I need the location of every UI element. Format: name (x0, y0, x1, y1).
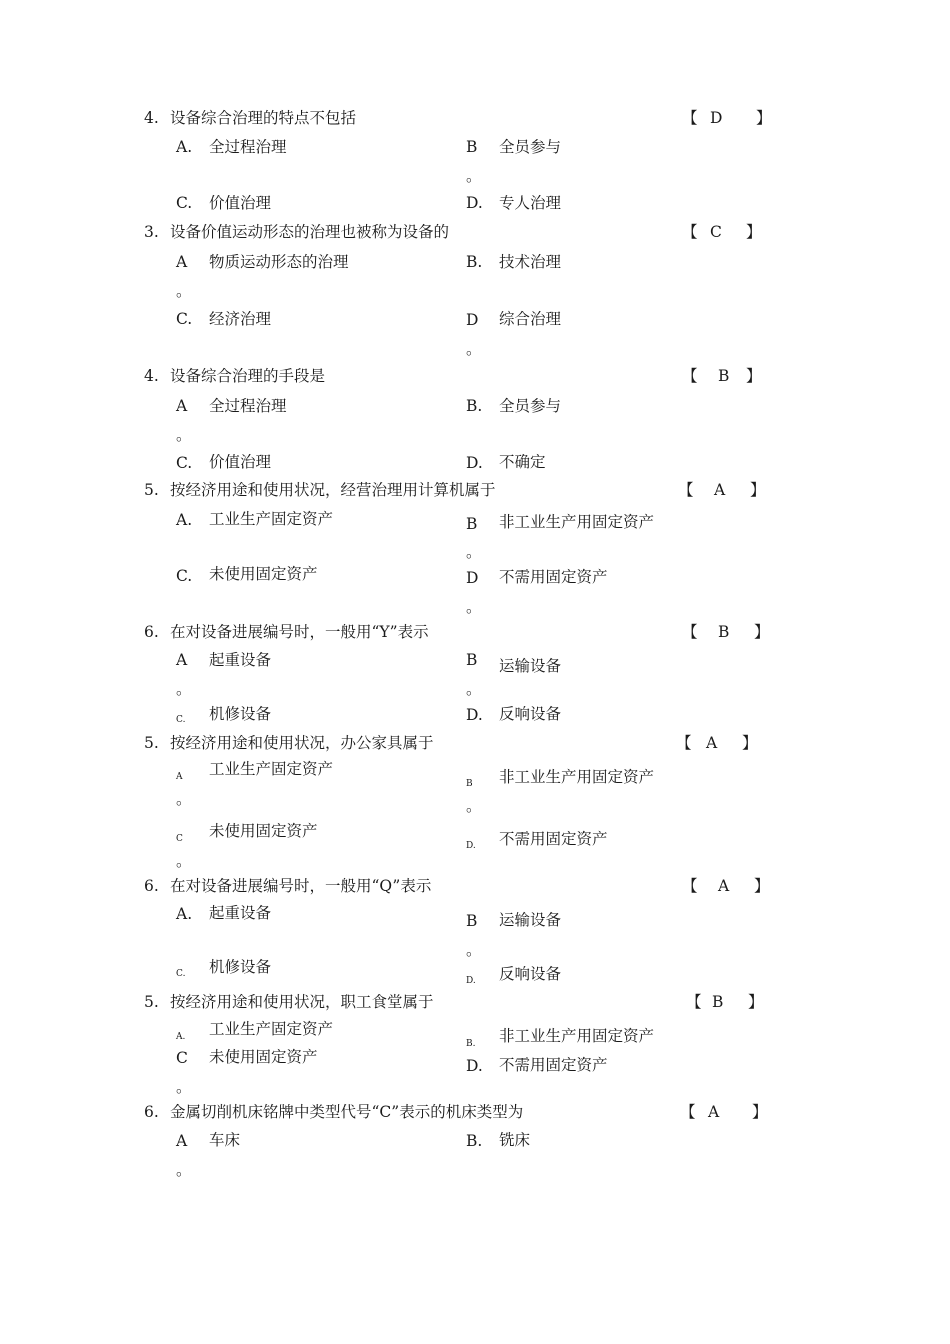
option-text: 全过程治理 (209, 397, 287, 415)
option-letter: D. (466, 841, 476, 851)
bracket-open: 【 (682, 109, 698, 127)
option-dot: 。 (176, 282, 192, 300)
question-number: 6. (144, 1103, 159, 1121)
option-text: 技术治理 (499, 253, 562, 271)
option-text: 起重设备 (209, 651, 272, 669)
option-text: 物质运动形态的治理 (209, 253, 349, 271)
option-text: 全过程治理 (209, 138, 287, 156)
bracket-open: 【 (678, 481, 694, 499)
question-stem: 设备综合治理的手段是 (170, 367, 326, 385)
bracket-close: 】 (742, 734, 758, 752)
option-letter: D. (466, 976, 476, 986)
option-letter: C. (176, 715, 186, 725)
answer-value: B (718, 623, 730, 641)
option-letter: C. (176, 310, 193, 328)
option-letter: D. (466, 706, 483, 724)
option-letter: B. (466, 397, 483, 415)
option-letter: A (176, 253, 188, 271)
option-letter: B (466, 779, 473, 789)
question-number: 5. (144, 734, 159, 752)
option-text: 全员参与 (499, 397, 562, 415)
bracket-close: 】 (752, 1103, 768, 1121)
option-letter: B. (466, 253, 483, 271)
option-text: 非工业生产用固定资产 (499, 1027, 655, 1045)
option-text: 不需用固定资产 (499, 568, 608, 586)
option-text: 不确定 (499, 453, 546, 471)
option-text: 机修设备 (209, 705, 272, 723)
option-text: 反响设备 (499, 705, 562, 723)
option-text: 非工业生产用固定资产 (499, 513, 655, 531)
option-text: 工业生产固定资产 (209, 760, 334, 778)
option-letter: D. (466, 194, 483, 212)
option-dot: 。 (466, 543, 482, 561)
option-letter: B (466, 912, 478, 930)
option-text: 机修设备 (209, 958, 272, 976)
answer-value: C (710, 223, 722, 241)
option-letter: A. (176, 511, 193, 529)
answer-value: D (710, 109, 723, 127)
option-dot: 。 (466, 797, 482, 815)
option-text: 车床 (209, 1131, 241, 1149)
option-text: 工业生产固定资产 (209, 510, 334, 528)
option-text: 未使用固定资产 (209, 565, 318, 583)
option-text: 全员参与 (499, 138, 562, 156)
option-letter: C. (176, 454, 193, 472)
option-letter: C (176, 1049, 188, 1067)
question-number: 5. (144, 481, 159, 499)
bracket-open: 【 (680, 1103, 696, 1121)
option-text: 未使用固定资产 (209, 1048, 318, 1066)
bracket-close: 】 (756, 109, 772, 127)
option-letter: D (466, 311, 479, 329)
option-letter: C (176, 834, 183, 844)
option-dot: 。 (466, 340, 482, 358)
option-letter: A. (176, 905, 193, 923)
option-text: 未使用固定资产 (209, 822, 318, 840)
question-number: 4. (144, 109, 159, 127)
bracket-close: 】 (754, 623, 770, 641)
option-letter: A. (176, 138, 193, 156)
bracket-open: 【 (686, 993, 702, 1011)
option-letter: C. (176, 194, 193, 212)
answer-value: A (714, 481, 726, 499)
bracket-close: 】 (754, 877, 770, 895)
answer-value: B (712, 993, 724, 1011)
option-text: 价值治理 (209, 453, 272, 471)
question-number: 6. (144, 623, 159, 641)
option-letter: A. (176, 1032, 186, 1042)
option-letter: D. (466, 1057, 483, 1075)
question-stem: 按经济用途和使用状况，职工食堂属于 (170, 993, 434, 1011)
option-text: 非工业生产用固定资产 (499, 768, 655, 786)
question-stem: 在对设备进展编号时，一般用“Q”表示 (170, 877, 432, 895)
question-stem: 设备价值运动形态的治理也被称为设备的 (170, 223, 450, 241)
option-letter: A (176, 397, 188, 415)
answer-value: B (718, 367, 730, 385)
bracket-close: 】 (750, 481, 766, 499)
option-dot: 。 (466, 598, 482, 616)
option-letter: D. (466, 454, 483, 472)
option-dot: 。 (176, 790, 192, 808)
option-letter: B (466, 515, 478, 533)
option-letter: B. (466, 1039, 476, 1049)
question-number: 3. (144, 223, 159, 241)
option-text: 反响设备 (499, 965, 562, 983)
bracket-close: 】 (746, 367, 762, 385)
option-dot: 。 (176, 426, 192, 444)
bracket-open: 【 (676, 734, 692, 752)
option-text: 专人治理 (499, 194, 562, 212)
option-letter: B. (466, 1132, 483, 1150)
option-dot: 。 (466, 941, 482, 959)
option-letter: A (176, 651, 188, 669)
bracket-open: 【 (682, 877, 698, 895)
option-letter: D (466, 569, 479, 587)
option-dot: 。 (466, 167, 482, 185)
option-letter: A (176, 772, 183, 782)
option-text: 不需用固定资产 (499, 830, 608, 848)
option-text: 运输设备 (499, 657, 562, 675)
answer-value: A (708, 1103, 720, 1121)
question-stem: 设备综合治理的特点不包括 (170, 109, 357, 127)
option-dot: 。 (176, 680, 192, 698)
option-text: 价值治理 (209, 194, 272, 212)
option-letter: B (466, 138, 478, 156)
option-dot: 。 (176, 1161, 192, 1179)
bracket-open: 【 (682, 367, 698, 385)
question-number: 4. (144, 367, 159, 385)
question-stem: 按经济用途和使用状况，办公家具属于 (170, 734, 434, 752)
option-dot: 。 (176, 852, 192, 870)
option-text: 运输设备 (499, 911, 562, 929)
answer-value: A (706, 734, 718, 752)
option-dot: 。 (176, 1078, 192, 1096)
bracket-open: 【 (682, 623, 698, 641)
option-letter: C. (176, 969, 186, 979)
option-text: 经济治理 (209, 310, 272, 328)
option-letter: A (176, 1132, 188, 1150)
bracket-close: 】 (746, 223, 762, 241)
option-letter: C. (176, 567, 193, 585)
option-dot: 。 (466, 680, 482, 698)
question-stem: 金属切削机床铭牌中类型代号“C”表示的机床类型为 (170, 1103, 524, 1121)
question-stem: 在对设备进展编号时，一般用“Y”表示 (170, 623, 429, 641)
question-stem: 按经济用途和使用状况，经营治理用计算机属于 (170, 481, 496, 499)
answer-value: A (718, 877, 730, 895)
question-number: 5. (144, 993, 159, 1011)
option-text: 综合治理 (499, 310, 562, 328)
option-letter: B (466, 651, 478, 669)
option-text: 铣床 (499, 1131, 531, 1149)
option-text: 起重设备 (209, 904, 272, 922)
option-text: 不需用固定资产 (499, 1056, 608, 1074)
bracket-open: 【 (682, 223, 698, 241)
bracket-close: 】 (748, 993, 764, 1011)
question-number: 6. (144, 877, 159, 895)
option-text: 工业生产固定资产 (209, 1020, 334, 1038)
